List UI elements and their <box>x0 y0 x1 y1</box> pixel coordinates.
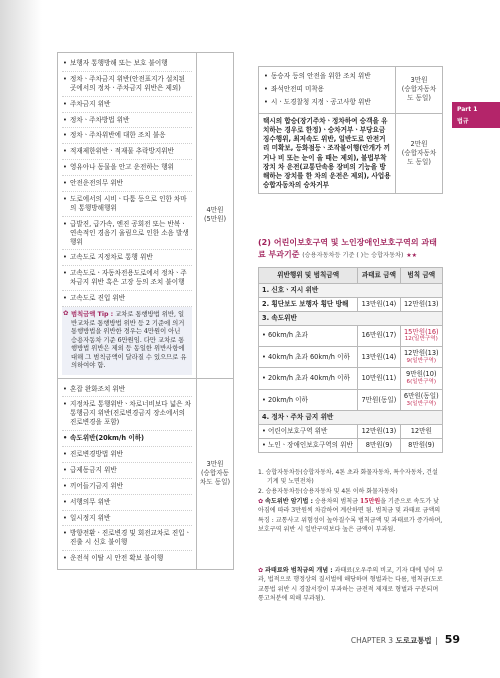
part-label: Part 1 <box>457 106 478 113</box>
section-subtitle: (승용자동차등 기준 ( )는 승합자동차) <box>302 252 404 259</box>
fine-tip-box <box>62 307 192 375</box>
act-cell: • 20km/h 이하 <box>259 389 358 410</box>
footer-divider <box>436 637 437 645</box>
section-title: 어린이보호구역 및 노인장애인보호구역의 과태료 부과기준 <box>258 238 437 259</box>
fine-cell-2man <box>396 113 443 194</box>
table-header-row <box>259 268 443 284</box>
penalty-general: 9(일반구역) <box>406 357 437 364</box>
list-item: • 안전운전의무 위반 <box>62 176 192 192</box>
list-item: • 영유아나 동물을 안고 운전하는 행위 <box>62 160 192 176</box>
penalty-cell <box>400 347 442 368</box>
column-header: 과태료 금액 <box>358 268 400 284</box>
tip-text: 교차로 통행방법 위반, 일반교차로 통행방법 위반 등 2 기준에 의거 통행방법을 위반한 경우는 4만원이 아닌 승용자동차 기준 6만원임. 다만 교차로 통행방법 위반은 제외 등 동일한 위반사항에 대해 그 범칙금액이 달라질 수 있으므로 유의하여야 함. <box>71 311 187 370</box>
table-row <box>259 297 443 311</box>
list-item: • 급제동금지 위반 <box>62 463 192 479</box>
list-item: • 동승자 등의 안전을 위한 조치 위반 <box>263 70 391 83</box>
list-item: • 정차ㆍ주차방법 위반 <box>62 113 192 129</box>
list-item: • 정차ㆍ주차위반에 대한 조치 불응 <box>62 128 192 144</box>
list-item: • 적재제한위반ㆍ적재물 추락방지위반 <box>62 144 192 160</box>
list-item: • 주차금지 위반 <box>62 97 192 113</box>
list-item: • 고속도로 진입 위반 <box>62 291 192 307</box>
table-row <box>259 439 443 453</box>
table-category-row <box>259 411 443 425</box>
act-cell: 2. 횡단보도 보행자 횡단 방해 <box>259 297 358 311</box>
fine-amount-sub: (승합자동차도 동일) <box>199 469 231 487</box>
fine-amount: 2만원 <box>410 139 428 148</box>
act-cell: • 노인ㆍ장애인보호구역의 위반 <box>259 439 358 453</box>
penalty-amount: 15만원(16) <box>403 327 439 336</box>
memo-highlight: 15만원 <box>359 498 381 505</box>
chapter-number: CHAPTER 3 <box>350 636 394 645</box>
left-group-1 <box>58 53 197 379</box>
list-item: • 끼어들기금지 위반 <box>62 479 192 495</box>
penalty-amount: 6만원(동일) <box>403 391 439 400</box>
penalty-cell <box>400 389 442 410</box>
fine-cell-3man-right <box>396 67 443 114</box>
list-item: • 서행의무 위반 <box>62 495 192 511</box>
act-cell: • 40km/h 초과 60km/h 이하 <box>259 347 358 368</box>
fine-cell: 13만원(14) <box>358 297 400 311</box>
fine-table-left <box>57 52 234 570</box>
page-footer <box>330 633 460 646</box>
memo-heading: 속도위반 암기법 : <box>265 498 313 505</box>
fine-amount: 4만원 <box>206 206 224 215</box>
memo-text: 을 기준으로 속도가 낮아짐에 따라 3만원씩 차감하여 계산하면 됨. 범칙금 및 과태료 금액의 특징 : 교통사고 위험성이 높아질수록 범칙금액 및 과태료가 증가하며, 보호구역 위반 시 일반구역보다 높은 금액이 부과됨. <box>258 498 443 534</box>
penalty-cell <box>400 368 442 389</box>
list-item: • 속도위반(20km/h 이하) <box>62 431 192 447</box>
note-item: 2. 승용자동차등(승용자동차 및 4톤 이하 화물자동차) <box>258 487 398 495</box>
fine-cell: 8만원(9) <box>358 439 400 453</box>
memo-heading: 과태료와 범칙금의 개념 : <box>265 567 333 574</box>
column-header: 위반행위 및 범칙금액 <box>259 268 358 284</box>
list-item: • 정차ㆍ주차금지 위반(안전표지가 설치된 곳에서의 정차ㆍ주차금지 위반은 제외) <box>62 72 192 97</box>
act-cell: • 20km/h 초과 40km/h 이하 <box>259 368 358 389</box>
list-item: • 도로에서의 시비ㆍ다툼 등으로 인한 차마의 통행방해행위 <box>62 192 192 217</box>
list-item: • 보행자 통행방해 또는 보호 불이행 <box>62 56 192 72</box>
fine-cell-4man <box>197 53 234 379</box>
protection-zone-table <box>258 267 443 453</box>
list-item: • 진로변경방법 위반 <box>62 447 192 463</box>
act-cell: • 어린이보호구역 위반 <box>259 425 358 439</box>
table-row <box>259 389 443 410</box>
memo-text: 승용차의 범칙금 <box>314 498 360 505</box>
chapter-title: 도로교통법 <box>395 636 432 645</box>
category-cell: 1. 신호ㆍ지시 위반 <box>259 283 443 297</box>
column-header: 범칙 금액 <box>400 268 442 284</box>
flower-icon: ✿ <box>258 567 264 574</box>
list-item: • 방향전환ㆍ진로변경 및 회전교차로 진입ㆍ진출 시 신호 불이행 <box>62 526 192 551</box>
table-category-row <box>259 311 443 325</box>
importance-stars: ★★ <box>406 252 417 259</box>
list-item: • 일시정지 위반 <box>62 511 192 527</box>
section-heading <box>258 237 443 261</box>
memo-concept <box>258 566 443 604</box>
table-row <box>259 368 443 389</box>
part-side-tab[interactable] <box>452 102 500 128</box>
list-item: • 혼잡 완화조치 위반 <box>62 382 192 398</box>
penalty-general: 3(일반구역) <box>406 400 437 407</box>
table-notes <box>258 468 443 496</box>
list-item: • 고속도로 지정차로 통행 위반 <box>62 250 192 266</box>
penalty-cell: 8만원(9) <box>400 439 442 453</box>
category-cell: 3. 속도위반 <box>259 311 443 325</box>
fine-cell: 13만원(14) <box>358 347 400 368</box>
table-row <box>259 347 443 368</box>
list-item: • 시ㆍ도경찰청 지정ㆍ공고사항 위반 <box>263 96 391 109</box>
note-item: 1. 승합자동차등(승합자동차, 4톤 초과 화물자동차, 특수자동차, 건설기계 및 노면전차) <box>258 469 438 486</box>
paragraph: 택시의 합승(장기주차ㆍ정차하여 승객을 유치하는 경우로 한정)ㆍ승차거부ㆍ부당요금징수행위, 최저속도 위반, 일반도로 안전거리 미확보, 등화점등ㆍ조작불이행(안개가 끼거나 비 또는 눈이 올 때는 제외), 불법부착장치 차 운전(교통단속용 장비의 기능을 방해하는 장치를 한 차의 운전은 제외), 사업용 승합자동차의 승차거부 <box>263 116 391 190</box>
list-item: • 좌석안전띠 미착용 <box>263 83 391 96</box>
page-fold-shadow <box>0 0 42 678</box>
list-item: • 운전석 이탈 시 안전 확보 불이행 <box>62 551 192 566</box>
page-number: 59 <box>444 633 460 646</box>
left-group-2 <box>58 378 197 570</box>
penalty-cell: 12만원 <box>400 425 442 439</box>
fine-amount-sub: (5만원) <box>203 215 227 224</box>
list-item: • 급발진, 급가속, 엔진 공회전 또는 반복ㆍ연속적인 경음기 울림으로 인한 소음 발생 행위 <box>62 217 192 251</box>
fine-amount: 3만원 <box>410 76 428 84</box>
penalty-general: 6(일반구역) <box>406 379 437 386</box>
right-group-2 <box>259 113 396 194</box>
list-item: • 지정차로 통행위반ㆍ차로너비보다 넓은 차 통행금지 위반(진로변경금지 장소에서의 진로변경을 포함) <box>62 397 192 431</box>
fine-cell: 12만원(13) <box>358 425 400 439</box>
right-group-1 <box>259 67 396 114</box>
table-row <box>259 425 443 439</box>
fine-amount: 3만원 <box>206 460 224 469</box>
table-category-row <box>259 283 443 297</box>
fine-cell-3man <box>197 378 234 570</box>
penalty-general: 12(일반구역) <box>404 336 438 343</box>
tip-heading: 범칙금액 Tip : <box>71 311 114 319</box>
fine-cell: 16만원(17) <box>358 325 400 346</box>
category-cell: 4. 정차ㆍ주차 금지 위반 <box>259 411 443 425</box>
fine-cell: 7만원(동일) <box>358 389 400 410</box>
flower-icon: ✿ <box>258 498 264 505</box>
act-cell: • 60km/h 초과 <box>259 325 358 346</box>
penalty-cell: 12만원(13) <box>400 297 442 311</box>
memo-speed <box>258 497 443 535</box>
fine-amount-sub: (승합자동차도 동일) <box>401 148 437 167</box>
section-number: (2) <box>258 238 271 247</box>
penalty-cell <box>400 325 442 346</box>
list-item: • 고속도로ㆍ자동차전용도로에서 정차ㆍ주차금지 위반 혹은 고장 등의 조치 불이행 <box>62 266 192 291</box>
table-row <box>259 325 443 346</box>
fine-cell: 10만원(11) <box>358 368 400 389</box>
fine-amount-sub: (승합자동차도 동일) <box>401 85 437 103</box>
chapter-label: 법규 <box>457 118 469 125</box>
penalty-amount: 12만원(13) <box>403 349 439 357</box>
fine-table-right <box>258 66 443 194</box>
memo-text: 과태료(오우주의 비교, 기자 대에 넣어 부과, 법적으로 행정상의 질서벌에 해당하며 형벌과는 다름, 범칙금(도로교통법 위반 시 경찰서장이 부과하는 금전적 제재로 형벌과 구분되며 통고처분에 의해 부과됨). <box>258 567 443 603</box>
penalty-amount: 9만원(10) <box>406 370 437 379</box>
